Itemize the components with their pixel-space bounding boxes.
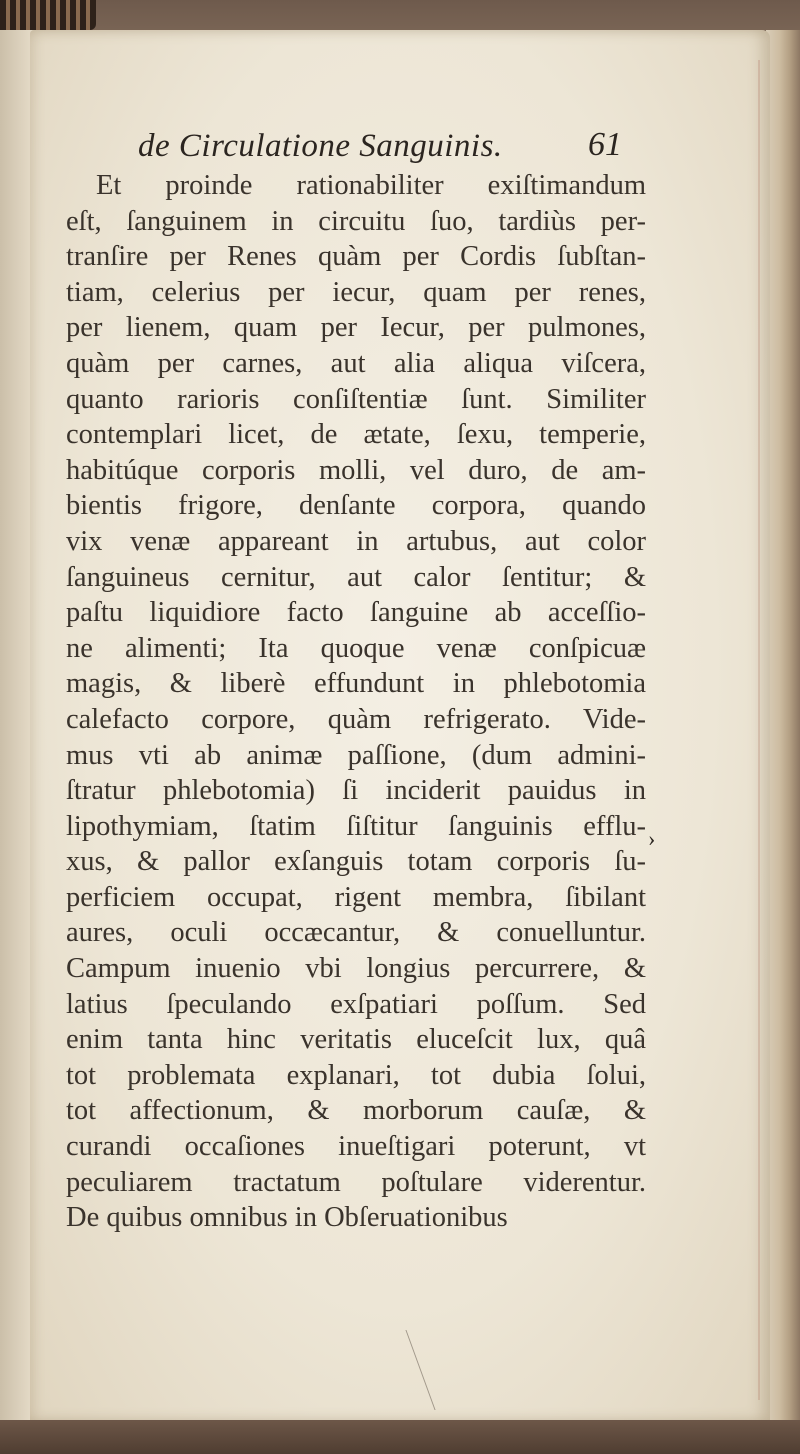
text-line: tot problemata explanari, tot dubia ſolui, <box>66 1059 646 1091</box>
text-line: habitúque corporis molli, vel duro, de am- <box>66 454 646 486</box>
text-line: tot affectionum, & morborum cauſæ, & <box>66 1095 646 1127</box>
text-line: ne alimenti; Ita quoque venæ conſpicuæ <box>66 632 646 664</box>
text-line: aures, oculi occæcantur, & conuelluntur. <box>66 917 646 949</box>
text-line: calefacto corpore, quàm refrigerato. Vide- <box>66 703 646 735</box>
text-line: tranſire per Renes quàm per Cordis ſubſtan- <box>66 241 646 273</box>
text-line: vix venæ appareant in artubus, aut color <box>66 525 646 557</box>
text-line: quàm per carnes, aut alia aliqua viſcera, <box>66 347 646 379</box>
text-line: per lienem, quam per Iecur, per pulmones, <box>66 312 646 344</box>
bottom-binding-edge <box>0 1420 800 1454</box>
text-line: lipothymiam, ſtatim ſiſtitur ſanguinis efflu- <box>66 810 646 842</box>
text-line: bientis frigore, denſante corpora, quando <box>66 490 646 522</box>
text-line: perficiem occupat, rigent membra, ſibilant <box>66 881 646 913</box>
text-line: latius ſpeculando exſpatiari poſſum. Sed <box>66 988 646 1020</box>
margin-mark: › <box>648 826 656 851</box>
text-line: enim tanta hinc veritatis eluceſcit lux, quâ <box>66 1024 646 1056</box>
text-line: eſt, ſanguinem in circuitu ſuo, tardiùs per- <box>66 205 646 237</box>
text-line: De quibus omnibus in Obſeruationibus <box>66 1202 508 1234</box>
text-line: magis, & liberè effundunt in phlebotomia <box>66 668 646 700</box>
text-line: ſtratur phlebotomia) ſi inciderit pauidus in <box>66 775 646 807</box>
text-line: paſtu liquidiore facto ſanguine ab acceſſio- <box>66 597 646 629</box>
bleed-through-line <box>758 60 760 1400</box>
text-line: quanto rarioris conſiſtentiæ ſunt. Similiter <box>66 383 646 415</box>
text-line: tiam, celerius per iecur, quam per renes, <box>66 276 646 308</box>
text-line: peculiarem tractatum poſtulare viderentur. <box>66 1166 646 1198</box>
text-line: Campum inuenio vbi longius percurrere, & <box>66 953 646 985</box>
text-line: xus, & pallor exſanguis totam corporis ſu- <box>66 846 646 878</box>
page-number: 61 <box>588 126 622 163</box>
text-line: Et proinde rationabiliter exiſtimandum <box>96 170 646 201</box>
spine-headband <box>0 0 96 30</box>
running-head: de Circulatione Sanguinis. <box>138 128 503 164</box>
text-line: curandi occaſiones inueſtigari poterunt, vt <box>66 1131 646 1163</box>
text-line: contemplari licet, de ætate, ſexu, temperie, <box>66 419 646 451</box>
right-page-edges <box>766 30 800 1422</box>
body-text <box>66 168 646 1236</box>
text-line: ſanguineus cernitur, aut calor ſentitur; & <box>66 561 646 593</box>
text-line: mus vti ab animæ paſſione, (dum admini- <box>66 739 646 771</box>
